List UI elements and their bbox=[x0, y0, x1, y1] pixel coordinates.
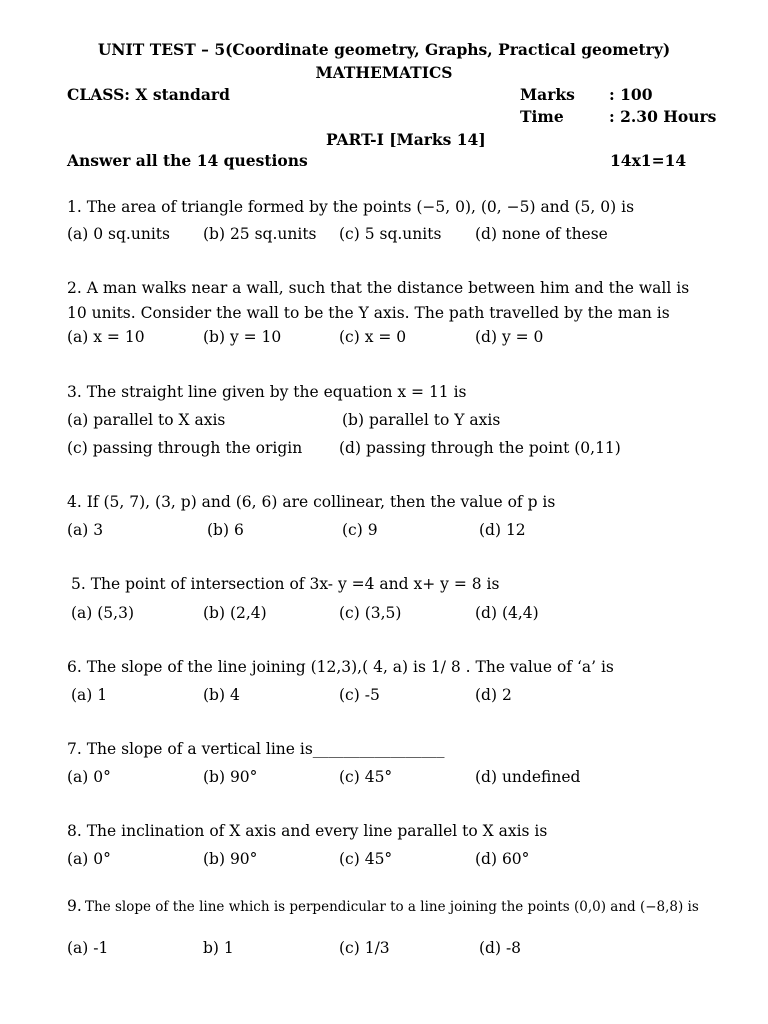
option-d: (d) y = 0 bbox=[475, 328, 544, 346]
option-b: (b) 90° bbox=[203, 850, 258, 868]
question-text: The slope of the line which is perpendicular to a line joining the points (0,0) and (−8,8) is bbox=[85, 899, 699, 915]
option-b: (b) 90° bbox=[203, 768, 258, 786]
option-a: (a) 0 sq.units bbox=[67, 225, 170, 243]
option-b: (b) 4 bbox=[203, 686, 240, 704]
option-d: (d) undefined bbox=[475, 768, 581, 786]
marks-scheme: 14x1=14 bbox=[610, 151, 687, 170]
option-a: (a) 3 bbox=[67, 521, 104, 539]
instruction: Answer all the 14 questions bbox=[67, 151, 308, 170]
option-a: (a) 1 bbox=[71, 686, 108, 704]
option-a: (a) 0° bbox=[67, 768, 111, 786]
question-text: 5. The point of intersection of 3x- y =4 and x+ y = 8 is bbox=[71, 575, 500, 593]
option-d: (d) 2 bbox=[475, 686, 512, 704]
option-b: (b) 25 sq.units bbox=[203, 225, 317, 243]
question-text-line2: 10 units. Consider the wall to be the Y axis. The path travelled by the man is bbox=[67, 304, 670, 322]
option-a: (a) parallel to X axis bbox=[67, 411, 226, 429]
question-text-line1: 2. A man walks near a wall, such that the distance between him and the wall is bbox=[67, 279, 690, 297]
part-heading: PART-I [Marks 14] bbox=[326, 130, 486, 149]
question-text: 3. The straight line given by the equation x = 11 is bbox=[67, 383, 467, 401]
option-c: (c) x = 0 bbox=[339, 328, 407, 346]
class-label: CLASS: X standard bbox=[67, 85, 230, 104]
option-c: (c) 1/3 bbox=[339, 939, 390, 957]
subject-title: MATHEMATICS bbox=[315, 63, 453, 82]
option-b: (b) (2,4) bbox=[203, 604, 267, 622]
option-c: (c) (3,5) bbox=[339, 604, 402, 622]
option-d: (d) (4,4) bbox=[475, 604, 539, 622]
question-text: 7. The slope of a vertical line is_________________ bbox=[67, 740, 445, 758]
option-c: (c) passing through the origin bbox=[67, 439, 303, 457]
option-a: (a) (5,3) bbox=[71, 604, 135, 622]
option-c: (c) 45° bbox=[339, 768, 393, 786]
option-b: b) 1 bbox=[203, 939, 234, 957]
option-a: (a) x = 10 bbox=[67, 328, 145, 346]
question-text: 1. The area of triangle formed by the points (−5, 0), (0, −5) and (5, 0) is bbox=[67, 198, 635, 216]
option-d: (d) -8 bbox=[479, 939, 522, 957]
option-a: (a) -1 bbox=[67, 939, 109, 957]
option-c: (c) 9 bbox=[342, 521, 378, 539]
option-c: (c) 45° bbox=[339, 850, 393, 868]
option-c: (c) 5 sq.units bbox=[339, 225, 442, 243]
question-text: 4. If (5, 7), (3, p) and (6, 6) are collinear, then the value of p is bbox=[67, 493, 556, 511]
option-d: (d) 12 bbox=[479, 521, 526, 539]
time-label: Time bbox=[520, 107, 564, 126]
option-a: (a) 0° bbox=[67, 850, 111, 868]
option-d: (d) none of these bbox=[475, 225, 608, 243]
question-text: 8. The inclination of X axis and every line parallel to X axis is bbox=[67, 822, 548, 840]
option-d: (d) passing through the point (0,11) bbox=[339, 439, 621, 457]
option-b: (b) y = 10 bbox=[203, 328, 282, 346]
option-b: (b) 6 bbox=[207, 521, 244, 539]
marks-value: : 100 bbox=[609, 85, 653, 104]
time-value: : 2.30 Hours bbox=[609, 107, 717, 126]
marks-label: Marks bbox=[520, 85, 575, 104]
question-text: 6. The slope of the line joining (12,3),( 4, a) is 1/ 8 . The value of ‘a’ is bbox=[67, 658, 614, 676]
test-title: UNIT TEST – 5(Coordinate geometry, Graphs, Practical geometry) bbox=[97, 40, 671, 59]
question-number: 9. bbox=[67, 897, 82, 915]
option-d: (d) 60° bbox=[475, 850, 530, 868]
option-c: (c) -5 bbox=[339, 686, 380, 704]
option-b: (b) parallel to Y axis bbox=[342, 411, 501, 429]
